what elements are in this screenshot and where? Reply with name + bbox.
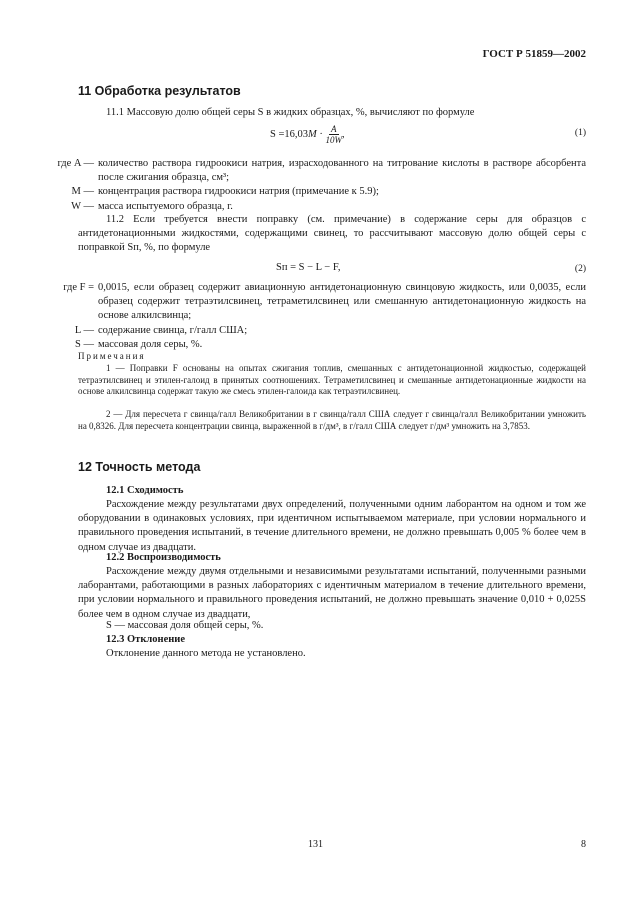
formula-2-number: (2) <box>574 264 586 274</box>
where-item-m <box>40 185 586 199</box>
formula-1-dot: · <box>319 128 323 140</box>
where-list-2 <box>40 281 586 352</box>
paragraph-11-1: 11.1 Массовую долю общей серы S в жидких образцах, %, вычисляют по формуле <box>106 107 475 118</box>
where-item-a <box>40 157 586 185</box>
note-1: 1 — Поправки F основаны на опытах сжигания топлив, смешанных с антидетонационной жидкостью, содержащей тетраэтилсвинец и этилен-галоид в принятых соотношениях. Тетраметилсвинец и смешанные антидетонационные жидкости на основе алкилсвинца содержат такую же смесь этилен-галоида как тетраэтилсвинец. <box>78 363 586 397</box>
formula-1-fraction <box>326 124 343 145</box>
where-def: 0,0015, если образец содержит авиационную антидетонационную свинцовую жидкость, или 0,0035, если образец содержит тетраэтилсвинец, тетраметилсвинец или смешанную антидетонационную жидкость на основе алкилсвинца; <box>98 282 586 322</box>
formula-1-tail: , <box>342 128 345 140</box>
where-item-w <box>40 200 586 214</box>
where-item-s <box>40 338 586 352</box>
where-term: S — <box>75 338 94 350</box>
where-list-1 <box>40 157 586 214</box>
where-term: M — <box>71 186 94 198</box>
formula-1-var: M <box>308 128 317 140</box>
section-11-title: 11 Обработка результатов <box>78 84 241 98</box>
page-number-right: 8 <box>581 839 586 850</box>
where-def: количество раствора гидроокиси натрия, израсходованного на титрование кислоты в растворе абсорбента после сжигания образца, см³; <box>98 158 586 184</box>
subsection-12-3-text: Отклонение данного метода не установлено. <box>106 648 306 659</box>
where-term: L — <box>74 324 94 336</box>
where-def: содержание свинца, г/галл США; <box>98 324 248 336</box>
paragraph-11-2: 11.2 Если требуется внести поправку (см. примечание) в содержание серы для образцов с антидетонационными жидкостями, содержащими свинец, то рассчитывают массовую долю общей серы с поправкой Sп, %, по формуле <box>78 214 586 254</box>
section-12-title: 12 Точность метода <box>78 460 201 474</box>
doc-header-id: ГОСТ Р 51859—2002 <box>482 48 586 60</box>
where-def: концентрация раствора гидроокиси натрия (примечание к 5.9); <box>98 186 379 198</box>
where-item-f <box>40 281 586 324</box>
where-def: массовая доля серы, %. <box>98 338 203 350</box>
formula-1 <box>270 124 345 145</box>
subsection-12-2-where: S — массовая доля общей серы, %. <box>106 620 264 631</box>
notes-title: Примечания <box>78 351 146 361</box>
formula-2: Sп = S − L − F, <box>276 262 341 273</box>
subsection-12-3-title: 12.3 Отклонение <box>106 634 185 645</box>
where-term: W — <box>71 200 94 212</box>
subsection-12-1-text: Расхождение между результатами двух определений, полученными одним лаборантом на одном и том же оборудовании в одинаковых условиях, при идентичном испытываемом материале, при условии нормального и правильного проведения испытаний, в течение длительного времени, не должно превышать 0,005 % более чем в одном случае из двадцати. <box>78 499 586 553</box>
note-2: 2 — Для пересчета г свинца/галл Великобритании в г свинца/галл США следует г свинца/галл Великобритании умножить на 0,8326. Для пересчета концентрации свинца, выраженной в г/дм³, в г/галл США следует г/дм³ умножить на 3,7853. <box>78 409 586 431</box>
subsection-12-2-text: Расхождение между двумя отдельными и независимыми результатами испытаний, полученными разными лаборантами, работающими в разных лабораториях с идентичным материалом в течение длительного времени, при условии нормального и правильного проведения испытаний, не должно превышать значение 0,010 + 0,025S более чем в одном случае из двадцати, <box>78 566 586 620</box>
where-item-l <box>40 324 586 338</box>
formula-1-number: (1) <box>574 128 586 138</box>
subsection-12-2-title: 12.2 Воспроизводимость <box>106 552 221 563</box>
where-def: масса испытуемого образца, г. <box>98 200 233 212</box>
where-term: где A — <box>57 158 94 169</box>
formula-1-lhs: S =16,03 <box>270 128 309 140</box>
formula-1-denominator: 10W <box>325 135 343 145</box>
subsection-12-1-title: 12.1 Сходимость <box>106 485 184 496</box>
where-term: где F = <box>63 282 94 293</box>
page-number-center: 131 <box>308 839 323 850</box>
formula-1-numerator: A <box>331 124 337 134</box>
